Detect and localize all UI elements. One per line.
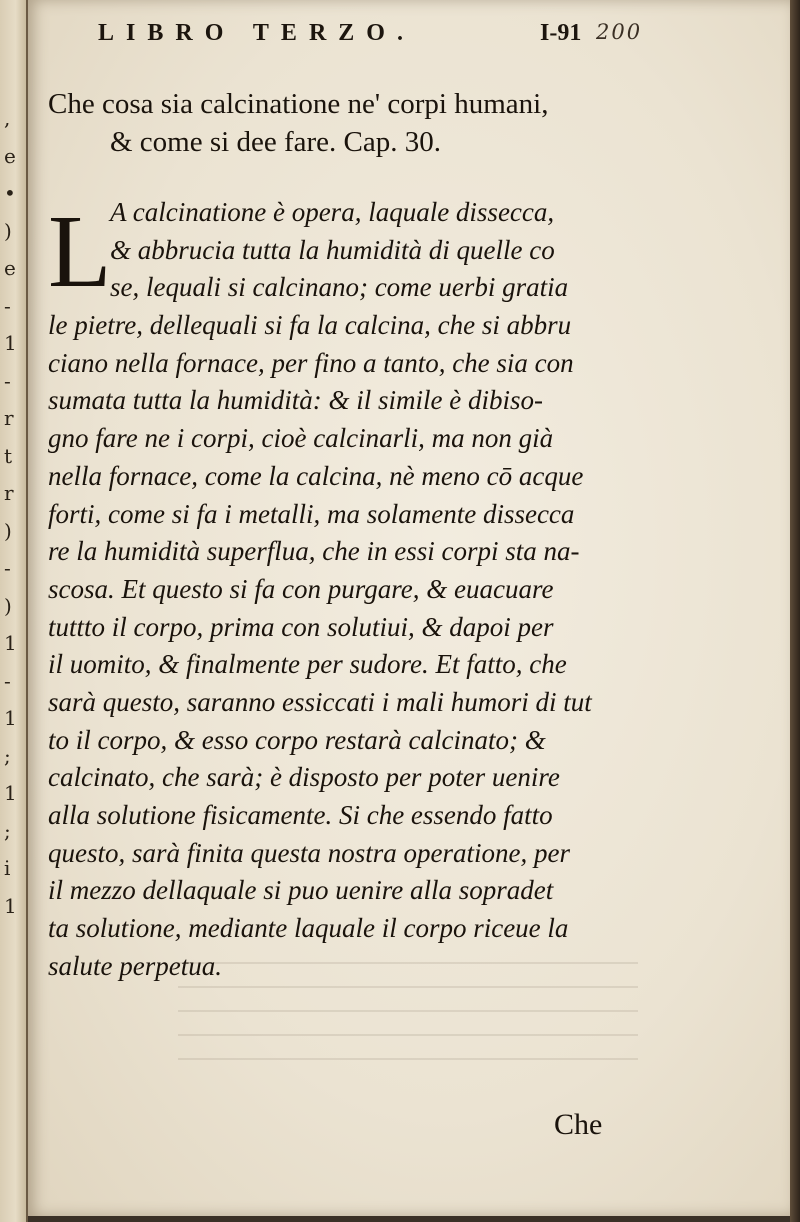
show-through-bleed xyxy=(178,940,638,1060)
body-text xyxy=(48,194,628,985)
body-line: ta solutione, mediante laquale il corpo riceue la xyxy=(48,913,569,944)
facing-page-mark: e xyxy=(4,143,16,168)
book-page xyxy=(28,0,790,1216)
body-line: tuttto il corpo, prima con solutiui, & dapoi per xyxy=(48,611,554,642)
catchword: Che xyxy=(554,1108,603,1141)
body-line: & abbrucia tutta la humidità di quelle co xyxy=(110,234,555,265)
running-head xyxy=(28,20,790,54)
body-line: scosa. Et questo si fa con purgare, & euacuare xyxy=(48,573,554,604)
facing-page-mark: 1 xyxy=(4,331,17,355)
chapter-heading-line-2: & come si dee fare. Cap. 30. xyxy=(110,126,441,158)
body-line: calcinato, che sarà; è disposto per poter uenire xyxy=(48,762,560,793)
body-line: A calcinatione è opera, laquale dissecca, xyxy=(110,197,555,227)
facing-page-mark: r xyxy=(4,481,14,505)
body-line: se, lequali si calcinano; come uerbi gratia xyxy=(110,272,569,303)
facing-page-mark: 1 xyxy=(4,631,17,655)
body-line: forti, come si fa i metalli, ma solamente dissecca xyxy=(48,498,575,529)
facing-page-mark: ; xyxy=(4,743,11,768)
body-line: to il corpo, & esso corpo restarà calcinato; & xyxy=(48,724,546,755)
body-line: il mezzo dellaquale si puo uenire alla sopradet xyxy=(48,875,554,906)
facing-page-mark: i xyxy=(4,856,11,880)
body-line: il uomito, & finalmente per sudore. Et fatto, che xyxy=(48,649,567,680)
body-line: salute perpetua. xyxy=(48,950,222,981)
facing-page-mark: ) xyxy=(4,518,12,543)
facing-page-mark: t xyxy=(4,443,13,468)
page-number: I-91 xyxy=(540,20,582,46)
facing-page-mark: - xyxy=(4,556,11,580)
body-line: questo, sarà finita questa nostra operatione, per xyxy=(48,837,570,868)
facing-page-mark: - xyxy=(4,668,11,693)
facing-page-mark: 1 xyxy=(4,893,17,918)
facing-page-mark: 1 xyxy=(4,706,17,730)
handwritten-page-number: 200 xyxy=(596,20,643,44)
running-head-title: LIBRO TERZO. xyxy=(98,20,415,46)
body-line: sumata tutta la humidità: & il simile è dibiso- xyxy=(48,385,543,416)
page-right-edge xyxy=(790,0,800,1222)
body-line: nella fornace, come la calcina, nè meno cō acque xyxy=(48,460,584,491)
body-line: ciano nella fornace, per fino a tanto, che sia con xyxy=(48,347,574,378)
facing-page-mark: r xyxy=(4,406,14,430)
facing-page-mark: ) xyxy=(4,218,12,243)
facing-page-edge xyxy=(0,0,28,1222)
facing-page-mark: - xyxy=(4,293,11,318)
facing-page-mark: - xyxy=(4,368,11,393)
facing-page-mark: 1 xyxy=(4,781,17,805)
chapter-heading-line-1: Che cosa sia calcinatione ne' corpi humani, xyxy=(48,88,549,120)
facing-page-mark: e xyxy=(4,256,16,280)
facing-page-mark: ) xyxy=(4,593,12,618)
body-line: le pietre, dellequali si fa la calcina, che si abbru xyxy=(48,310,572,341)
facing-page-mark: • xyxy=(4,181,16,205)
chapter-heading xyxy=(48,85,648,161)
drop-cap: L xyxy=(48,194,112,309)
facing-page-mark: , xyxy=(4,106,11,130)
facing-page-mark: ; xyxy=(4,818,11,843)
body-line: re la humidità superflua, che in essi corpi sta na- xyxy=(48,536,580,567)
body-line: gno fare ne i corpi, cioè calcinarli, ma non già xyxy=(48,423,554,454)
body-line: sarà questo, saranno essiccati i mali humori di tut xyxy=(48,686,592,717)
body-line: alla solutione fisicamente. Si che essendo fatto xyxy=(48,800,553,830)
